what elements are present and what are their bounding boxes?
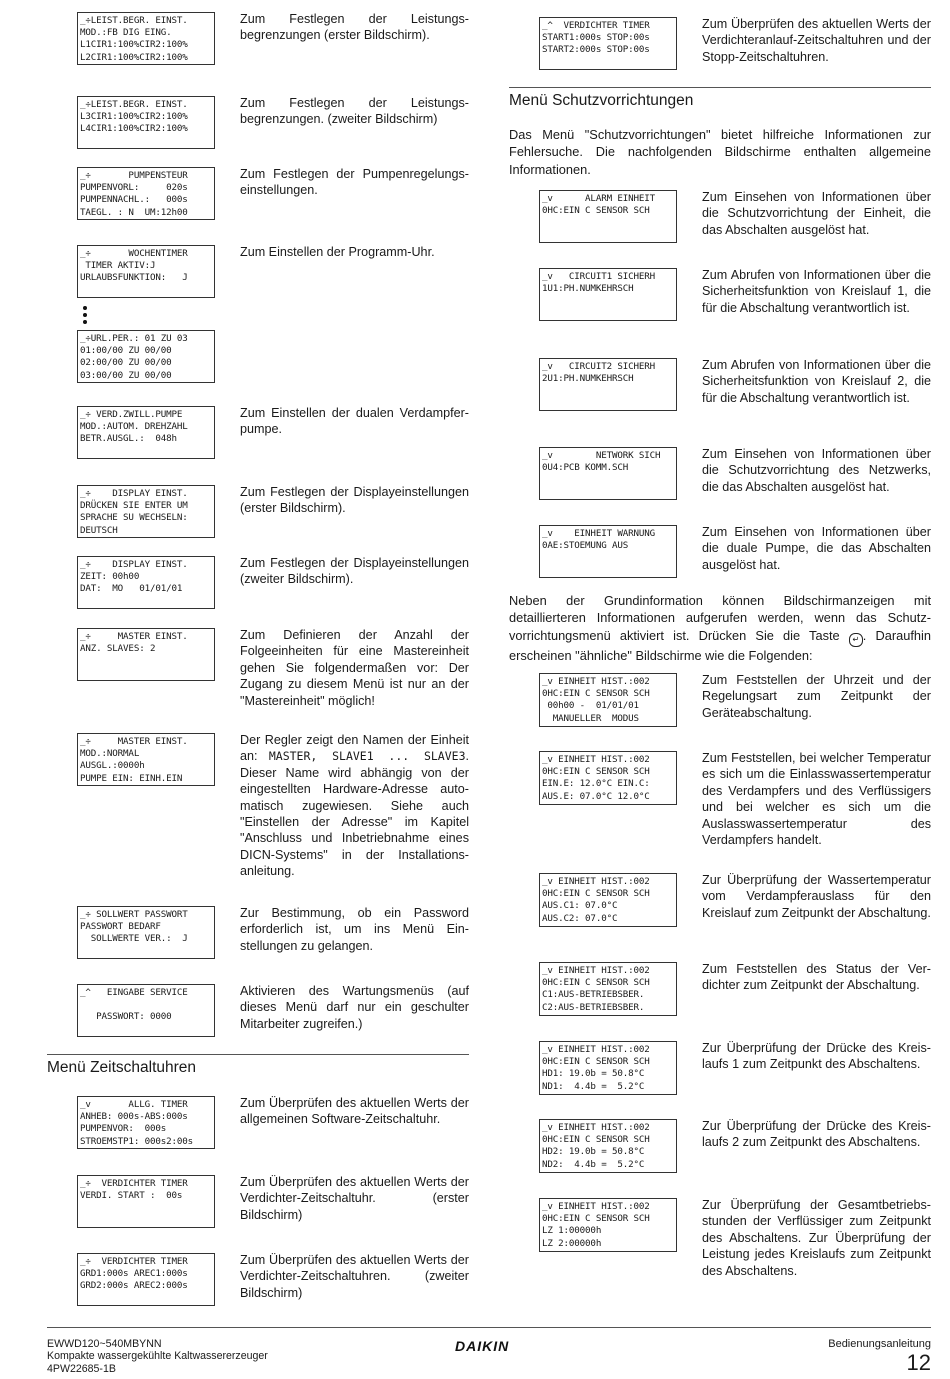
description: Zum Festlegen der Pumpenregelungseinstellungen. [240, 167, 469, 198]
description: Zum Einsehen von Informationen über die Schutzvorrichtung des Netzwerks, die das Abschalten ausgelöst hat. [702, 447, 931, 494]
description: Zum Abrufen von Informationen über die Sicherheitsfunktion von Kreislauf 1, die für die Abschaltung verantwortlich ist. [702, 268, 931, 315]
description: Zum Einstellen der dualen Verdampferpumpe. [240, 406, 469, 437]
lcd-display: _÷ MASTER EINST. MOD.:NORMAL AUSGL.:0000h PUMPE EIN: EINH.EIN [77, 733, 215, 786]
lcd-display: _÷ DISPLAY EINST. ZEIT: 00h00 DAT: MO 01/01/01 [77, 556, 215, 609]
description: Zum Abrufen von Informationen über die Sicherheitsfunktion von Kreislauf 2, die für die Abschaltung verantwortlich ist. [702, 358, 931, 405]
lcd-display: _÷URL.PER.: 01 ZU 03 01:00/00 ZU 00/00 02:00/00 ZU 00/00 03:00/00 ZU 00/00 [77, 330, 215, 383]
model-number: EWWD120~540MBYNN [47, 1338, 162, 1350]
history-intro-text: Neben der Grundinformation können Bildschirmanzeigen mit detaillierteren Informationen aufgerufen werden, wenn das Schutzvorrichtungsmenü aktiviert ist. Drücken Sie die Taste [509, 593, 931, 643]
lcd-display: _^ EINGABE SERVICE PASSWORT: 0000 [77, 984, 215, 1037]
description: Aktivieren des Wartungsmenüs (auf dieses Menü darf nur ein geschulter Mitarbeiter zugreifen.) [240, 984, 469, 1031]
daikin-logo: DAIKIN [455, 1338, 510, 1354]
lcd-display: _v CIRCUIT1 SICHERH 1U1:PH.NUMKEHRSCH [539, 268, 677, 321]
history-intro-paragraph [509, 592, 931, 664]
lcd-display: _÷ SOLLWERT PASSWORT PASSWORT BEDARF SOLLWERTE VER.: J [77, 906, 215, 959]
lcd-display: _÷ MASTER EINST. ANZ. SLAVES: 2 [77, 628, 215, 681]
lcd-display: _v EINHEIT HIST.:002 0HC:EIN C SENSOR SCH AUS.C1: 07.0°C AUS.C2: 07.0°C [539, 873, 677, 927]
manual-title: Bedienungsanleitung [828, 1338, 931, 1350]
unit-names: MASTER, SLAVE1 ... SLAVE3 [268, 749, 466, 764]
section-heading: Menü Zeitschaltuhren [47, 1054, 469, 1078]
history-intro-text: . Daraufhin erscheinen "ähnliche" Bildschirme wie die Folgenden: [509, 627, 931, 663]
description: Zum Einsehen von Informationen über die duale Pumpe, die das Abschalten ausgelöst hat. [702, 525, 931, 572]
lcd-display: _v EINHEIT WARNUNG 0AE:STOEMUNG AUS [539, 525, 677, 578]
lcd-display: _v ALLG. TIMER ANHEB: 000s-ABS:000s PUMPENVOR: 000s STROEMSTP1: 000s2:00s [77, 1096, 215, 1149]
description: Zum Überprüfen des aktuellen Werts der allgemeinen Software-Zeitschaltuhr. [240, 1096, 469, 1127]
description: Zum Überprüfen des aktuellen Werts der Verdichter-Zeitschaltuhr. (erster Bildschirm) [240, 1175, 469, 1222]
description-text: . Dieser Name wird abhängig von der eingestellten Hardware-Adresse automatisch zugewiesen. Siehe auch "Einstellen der Adresse" im Kapitel "Anschluss und Inbetriebnahme eines DICN-Systems" in der Installationsanleitung. [240, 749, 469, 879]
lcd-display: _v EINHEIT HIST.:002 0HC:EIN C SENSOR SCH HD2: 19.0b = 50.8°C ND2: 4.4b = 5.2°C [539, 1119, 677, 1173]
description [240, 732, 469, 880]
lcd-display: _÷ DISPLAY EINST. DRÜCKEN SIE ENTER UM SPRACHE SU WECHSELN: DEUTSCH [77, 485, 215, 538]
description: Zum Feststellen, bei welcher Temperatur es sich um die Einlasswassertemperatur des Verdampfers und des Verflüssigers und bei welcher es sich um die Auslasswassertemperatur des Verdampfers handelt. [702, 751, 931, 848]
description: Zur Überprüfung der Wassertemperatur vom Verdampferauslass für den Kreislauf zum Zeitpunkt der Abschaltung. [702, 873, 931, 920]
lcd-display: _^ VERDICHTER TIMER START1:000s STOP:00s START2:000s STOP:00s [539, 17, 677, 70]
description: Zur Überprüfung der Drücke des Kreislaufs 1 zum Zeitpunkt des Abschaltens. [702, 1041, 931, 1072]
lcd-display: _÷LEIST.BEGR. EINST. L3CIR1:100%CIR2:100% L4CIR1:100%CIR2:100% [77, 96, 215, 149]
lcd-display: _÷ WOCHENTIMER TIMER AKTIV:J URLAUBSFUNKTION: J [77, 245, 215, 298]
footer-left [47, 1338, 268, 1375]
document-number: 4PW22685-1B [47, 1362, 116, 1375]
description: Zum Überprüfen des aktuellen Werts der Verdichter-Zeitschaltuhren. (zweiter Bildschirm) [240, 1253, 469, 1300]
description: Zur Überprüfung der Drücke des Kreislaufs 2 zum Zeitpunkt des Abschaltens. [702, 1119, 931, 1150]
lcd-display: _v EINHEIT HIST.:002 0HC:EIN C SENSOR SCH C1:AUS-BETRIEBSBER. C2:AUS-BETRIEBSBER. [539, 962, 677, 1016]
page-number: 12 [906, 1350, 931, 1375]
lcd-display: _÷ VERDICHTER TIMER GRD1:000s AREC1:000s GRD2:000s AREC2:000s [77, 1253, 215, 1306]
description: Zum Festlegen der Displayeinstellungen (zweiter Bildschirm). [240, 556, 469, 587]
footer-right [828, 1338, 931, 1375]
lcd-display: _÷ VERDICHTER TIMER VERDI. START : 00s [77, 1175, 215, 1228]
description: Zum Feststellen der Uhrzeit und der Regelungsart zum Zeitpunkt der Geräteabschaltung. [702, 673, 931, 720]
section-heading: Menü Schutzvorrichtungen [509, 87, 931, 111]
lcd-display: _v EINHEIT HIST.:002 0HC:EIN C SENSOR SCH LZ 1:00000h LZ 2:00000h [539, 1198, 677, 1252]
description: Zur Überprüfung der Gesamtbetriebsstunden der Verflüssiger zum Zeitpunkt des Abschaltens. Zur Überprüfung der Leistung jedes Kreislaufs zum Zeitpunkt des Abschaltens. [702, 1198, 931, 1278]
description: Zum Definieren der Anzahl der Folgeeinheiten für eine Mastereinheit gehen Sie folgendermaßen vor: Der Zugang zu diesem Menü ist nur an der "Mastereinheit" möglich! [240, 628, 469, 708]
lcd-display: _v EINHEIT HIST.:002 0HC:EIN C SENSOR SCH EIN.E: 12.0°C EIN.C: AUS.E: 07.0°C 12.0°C [539, 751, 677, 805]
lcd-display: _v NETWORK SICH 0U4:PCB KOMM.SCH [539, 447, 677, 500]
page-footer [47, 1327, 931, 1375]
lcd-display: _v CIRCUIT2 SICHERH 2U1:PH.NUMKEHRSCH [539, 358, 677, 411]
description: Zum Festlegen der Displayeinstellungen (erster Bildschirm). [240, 485, 469, 516]
description: Zum Einsehen von Informationen über die Schutzvorrichtung der Einheit, die das Abschalten ausgelöst hat. [702, 190, 931, 237]
continuation-dots [83, 306, 89, 327]
description: Zum Feststellen des Status der Verdichter zum Zeitpunkt der Abschaltung. [702, 962, 931, 993]
product-name: Kompakte wassergekühlte Kaltwassererzeuger [47, 1350, 268, 1363]
enter-key-icon: ↵ [849, 633, 863, 647]
lcd-display: _v ALARM EINHEIT 0HC:EIN C SENSOR SCH [539, 190, 677, 243]
description: Zum Festlegen der Leistungsbegrenzungen (erster Bildschirm). [240, 12, 469, 43]
description: Zum Überprüfen des aktuellen Werts der Verdichteranlauf-Zeitschaltuhren und der Stopp-Zeitschaltuhren. [702, 17, 931, 64]
lcd-display: _v EINHEIT HIST.:002 0HC:EIN C SENSOR SCH HD1: 19.0b = 50.8°C ND1: 4.4b = 5.2°C [539, 1041, 677, 1095]
description: Zur Bestimmung, ob ein Password erforderlich ist, um ins Menü Einstellungen zu gelangen. [240, 906, 469, 953]
lcd-display: _÷ VERD.ZWILL.PUMPE MOD.:AUTOM. DREHZAHL BETR.AUSGL.: 048h [77, 406, 215, 459]
description: Zum Einstellen der Programm-Uhr. [240, 245, 435, 259]
lcd-display: _÷LEIST.BEGR. EINST. MOD.:FB DIG EING. L1CIR1:100%CIR2:100% L2CIR1:100%CIR2:100% [77, 12, 215, 65]
intro-paragraph: Das Menü "Schutzvorrichtungen" bietet hilfreiche Informationen zur Fehlersuche. Die nachfolgenden Bildschirme enthalten allgemeine Informationen. [509, 127, 931, 177]
lcd-display: _÷ PUMPENSTEUR PUMPENVORL: 020s PUMPENNACHL.: 000s TAEGL. : N UM:12h00 [77, 167, 215, 220]
lcd-display: _v EINHEIT HIST.:002 0HC:EIN C SENSOR SCH 00h00 - 01/01/01 MANUELLER MODUS [539, 673, 677, 727]
description-text: Der Regler zeigt den Namen der Einheit an: [240, 733, 469, 764]
description: Zum Festlegen der Leistungsbegrenzungen. (zweiter Bildschirm) [240, 96, 469, 127]
